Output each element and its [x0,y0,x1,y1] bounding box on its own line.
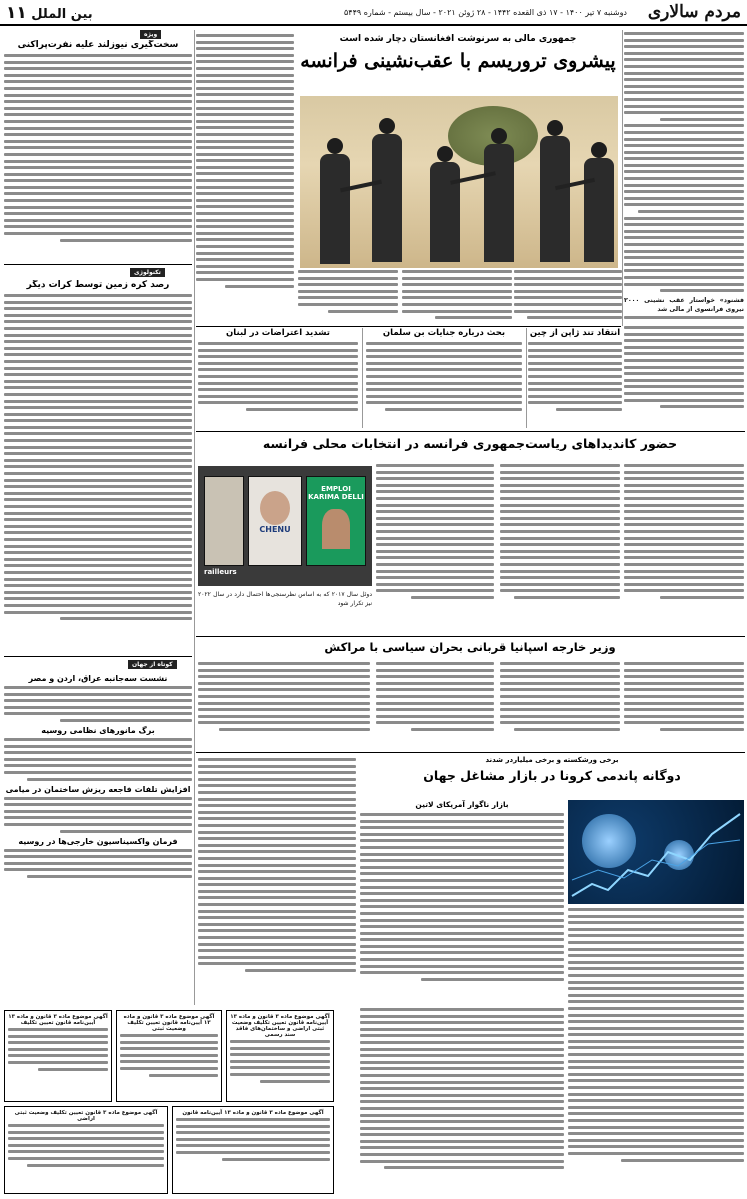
legal-notice-1 [226,1010,334,1102]
japan-china-headline: انتقاد تند ژاپن از چین [529,328,621,338]
poster-name-chenu: CHENU [259,525,291,534]
poster-slogan: EMPLOI KARIMA DELLI [308,485,364,501]
world-briefs [4,674,192,1008]
france-col-1 [624,464,744,634]
top-story-col-4 [196,34,294,324]
spain-col-1 [624,662,744,748]
japan-china-story [528,328,622,428]
legal-notice-title: آگهی موضوع ماده ۳ قانون و ماده ۱۳ آیین‌نامه قانون [182,1110,324,1116]
section-label-tech: تکنولوژی [130,268,165,277]
earth-story-headline: رصد کره زمین توسط کرات دیگر [26,280,170,290]
page-number: ۱۱ [6,3,27,23]
bin-salman-story [366,328,522,428]
corona-story-headline: دوگانه پاندمی کرونا در بازار مشاغل جهان [423,768,681,783]
corona-latin-america-section [360,800,564,1005]
legal-notice-4 [172,1106,334,1194]
poster-fragment: railleurs [204,568,237,576]
france-col-3 [376,464,494,634]
earth-observation-story [4,280,192,652]
brief-headline-4: فرمان واکسیناسیون خارجی‌ها در روسیه [18,836,178,846]
corona-chart-photo [568,800,744,904]
divider-top-story [196,326,621,327]
france-story-headline: حضور کاندیداهای ریاست‌جمهوری فرانسه در انتخابات محلی فرانسه [262,436,678,451]
spain-story-header [196,640,744,658]
right-column-text [624,32,744,292]
corona-col-mid [360,1008,564,1194]
corona-col-right [568,908,744,1194]
nz-story-headline: سخت‌گیری نیوزلند علیه نفرت‌پراکنی [17,40,179,50]
section-label-world-briefs: کوتاه از جهان [128,660,177,669]
spain-story-headline: وزیر خارجه اسپانیا قربانی بحران سیاسی با مراکش [324,640,616,654]
france-story-header [196,436,744,458]
corona-story-header [360,756,744,796]
corona-col-left [198,758,356,1008]
legal-notice-5 [4,1106,168,1194]
lebanon-story [198,328,358,428]
top-story-col-2 [514,270,622,326]
corona-subhead: بازار ناگوار آمریکای لاتین [415,800,509,809]
spain-col-4 [198,662,370,748]
spain-col-3 [376,662,494,748]
brief-headline-1: نشست سه‌جانبه عراق، اردن و مصر [28,674,168,683]
legal-notice-2 [116,1010,222,1102]
france-photo-caption: دوئل سال ۲۰۱۷ که به اساس نظرسنجی‌ها احتمال دارد در سال ۲۰۲۲ نیز تکرار شود [198,591,373,608]
page-section [6,3,93,23]
legal-notice-title: آگهی موضوع ماده ۳ قانون و ماده ۱۳ آیین‌نامه قانون تعیین تکلیف وضعیت ثبتی اراضی و ساختمان‌های فاقد سند رسمی [230,1014,330,1038]
lebanon-headline: تشدید اعتراضات در لبنان [226,328,330,338]
corona-story-kicker: برخی ورشکسته و برخی میلیاردر شدند [485,756,619,764]
top-story-col-1 [402,270,512,326]
right-column-lower [624,326,744,431]
section-name: بین الملل [31,7,93,22]
legal-notice-3 [4,1010,112,1102]
section-label-special: ویژه [140,30,161,39]
spain-col-2 [500,662,620,748]
right-brief-lead: فشنود» خواستار عقب نشینی ۲۰۰۰ نیروی فرانسوی از مالی شد [624,296,744,313]
legal-notice-title: آگهی موضوع ماده ۳ قانون تعیین تکلیف وضعیت ثبتی اراضی [14,1110,158,1122]
brief-headline-3: افزایش تلفات فاجعه ریزش ساختمان در میامی [5,784,191,794]
mali-fighters-photo [300,96,618,268]
top-story-kicker: جمهوری مالی به سرنوشت افغانستان دچار شده است [339,34,577,44]
right-column [624,32,744,322]
nz-hate-speech-story [4,40,192,260]
bin-salman-headline: بحث درباره جنایات بن سلمان [382,328,506,338]
top-story-headline: پیشروی تروریسم با عقب‌نشینی فرانسه [300,50,616,72]
market-trend-graphic [568,800,744,904]
brief-headline-2: برگ مانورهای نظامی روسیه [41,725,155,735]
legal-notice-title: آگهی موضوع ماده ۳ قانون و ماده ۱۳ آیین‌نامه قانون تعیین تکلیف [8,1014,108,1026]
legal-notice-title: آگهی موضوع ماده ۳ قانون و ماده ۱۳ آیین‌نامه قانون تعیین تکلیف وضعیت ثبتی [123,1014,215,1032]
newspaper-logo: مردم سالاری [647,2,741,22]
issue-date-line: دوشنبه ۷ تیر ۱۴۰۰ - ۱۷ ذی القعده ۱۴۴۲ - ۲۸ ژوئن ۲۰۲۱ - سال بیستم - شماره ۵۴۴۹ [343,8,627,17]
masthead [0,0,747,26]
france-election-posters-photo [198,466,372,586]
top-story-header [298,34,618,90]
france-col-2 [500,464,620,634]
top-story-col-3 [298,270,398,326]
legal-notices-block [4,1010,334,1195]
